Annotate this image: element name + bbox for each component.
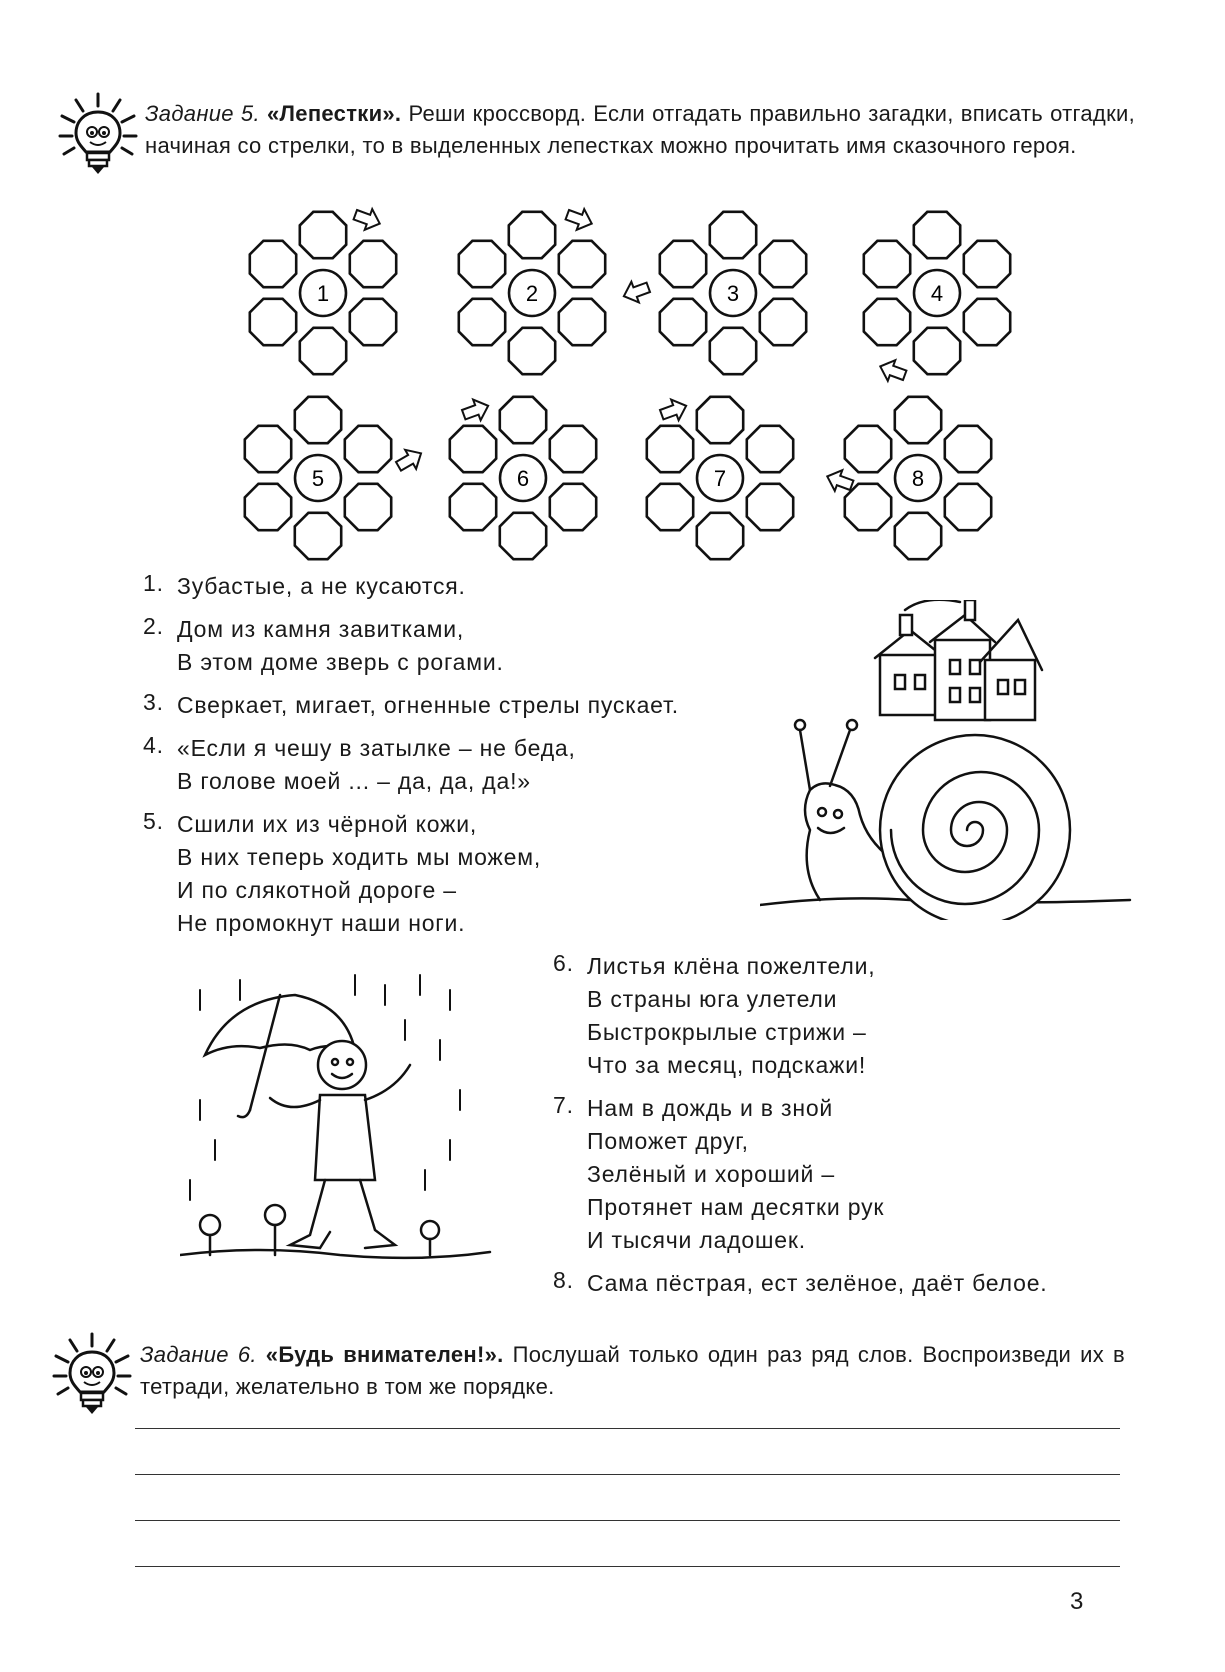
flower-6: [450, 397, 596, 559]
task-6-instructions: [140, 1339, 1125, 1403]
petal[interactable]: [459, 299, 505, 345]
flower-number: 6: [516, 466, 530, 491]
petal[interactable]: [350, 299, 396, 345]
flower-1: [250, 212, 396, 374]
petal[interactable]: [660, 299, 706, 345]
riddle-line: Нам в дождь и в зной: [587, 1095, 834, 1121]
petal[interactable]: [647, 484, 693, 530]
task-5-title: «Лепестки».: [267, 101, 402, 126]
petal[interactable]: [245, 426, 291, 472]
start-arrow-icon: [460, 395, 492, 425]
riddle-number: 7.: [553, 1092, 574, 1118]
flower-number: 3: [726, 281, 740, 306]
petal[interactable]: [945, 426, 991, 472]
task-6-label: Задание 6.: [140, 1342, 257, 1367]
riddle-line: Зубастые, а не кусаются.: [177, 573, 466, 599]
flower-2: [459, 212, 605, 374]
petal[interactable]: [550, 426, 596, 472]
flower-7: [647, 397, 793, 559]
riddle-4: [143, 732, 679, 798]
riddle-number: 4.: [143, 732, 164, 758]
flower-number: 4: [930, 281, 944, 306]
riddle-2: [143, 613, 679, 679]
flower-number: 2: [525, 281, 539, 306]
riddle-line: Сшили их из чёрной кожи,: [177, 811, 478, 837]
riddles-list-left: [143, 570, 679, 950]
riddle-line: Сама пёстрая, ест зелёное, даёт белое.: [587, 1270, 1048, 1296]
writing-line[interactable]: [135, 1474, 1120, 1475]
start-arrow-icon: [352, 204, 384, 234]
riddle-6: [553, 950, 1047, 1082]
petal[interactable]: [245, 484, 291, 530]
start-arrow-icon: [564, 204, 596, 234]
riddle-line: «Если я чешу в затылке – не беда,: [177, 735, 576, 761]
riddle-1: [143, 570, 679, 603]
petal[interactable]: [300, 328, 346, 374]
petal[interactable]: [895, 513, 941, 559]
petal[interactable]: [747, 426, 793, 472]
writing-line[interactable]: [135, 1428, 1120, 1429]
petal-crossword: [0, 0, 1225, 570]
start-arrow-icon: [393, 444, 427, 476]
petal[interactable]: [559, 299, 605, 345]
riddle-line: Листья клёна пожелтели,: [587, 953, 876, 979]
riddle-line: Протянет нам десятки рук: [587, 1194, 885, 1220]
riddle-7: [553, 1092, 1047, 1257]
flower-3: [660, 212, 806, 374]
riddle-line: И по слякотной дороге –: [177, 877, 457, 903]
riddle-line: В них теперь ходить мы можем,: [177, 844, 542, 870]
petal[interactable]: [550, 484, 596, 530]
petal[interactable]: [914, 328, 960, 374]
riddle-line: В голове моей ... – да, да, да!»: [177, 768, 531, 794]
petal[interactable]: [295, 513, 341, 559]
flower-number: 1: [316, 281, 330, 306]
riddle-line: В страны юга улетели: [587, 986, 838, 1012]
riddle-number: 3.: [143, 689, 164, 715]
riddle-line: И тысячи ладошек.: [587, 1227, 806, 1253]
riddle-5: [143, 808, 679, 940]
start-arrow-icon: [877, 356, 909, 386]
riddle-line: Поможет друг,: [587, 1128, 749, 1154]
riddle-number: 2.: [143, 613, 164, 639]
riddle-number: 5.: [143, 808, 164, 834]
petal[interactable]: [250, 299, 296, 345]
task-6-text: Послушай только один раз ряд слов. Воспроизведи их в тетради, желательно в том же порядке.: [140, 1342, 1126, 1399]
riddle-number: 6.: [553, 950, 574, 976]
petal[interactable]: [345, 484, 391, 530]
flower-4: [864, 212, 1010, 374]
start-arrow-icon: [658, 395, 690, 425]
petal[interactable]: [964, 299, 1010, 345]
riddle-number: 8.: [553, 1267, 574, 1293]
boy-umbrella-illustration: [180, 970, 500, 1270]
lightbulb-icon: [52, 1332, 132, 1418]
riddle-number: 1.: [143, 570, 164, 596]
petal[interactable]: [697, 513, 743, 559]
riddles-list-right: [553, 950, 1047, 1310]
petal[interactable]: [845, 426, 891, 472]
petal[interactable]: [350, 241, 396, 287]
riddle-line: Что за месяц, подскажи!: [587, 1052, 867, 1078]
petal[interactable]: [450, 484, 496, 530]
riddle-3: [143, 689, 679, 722]
petal[interactable]: [964, 241, 1010, 287]
flower-number: 5: [311, 466, 325, 491]
riddle-line: Сверкает, мигает, огненные стрелы пускает.: [177, 692, 679, 718]
petal[interactable]: [864, 299, 910, 345]
writing-line[interactable]: [135, 1520, 1120, 1521]
petal[interactable]: [845, 484, 891, 530]
task-6-title: «Будь внимателен!».: [265, 1342, 504, 1367]
petal[interactable]: [345, 426, 391, 472]
riddle-line: В этом доме зверь с рогами.: [177, 649, 504, 675]
riddle-line: Быстрокрылые стрижи –: [587, 1019, 867, 1045]
petal[interactable]: [500, 513, 546, 559]
petal[interactable]: [945, 484, 991, 530]
flower-8: [845, 397, 991, 559]
petal[interactable]: [864, 241, 910, 287]
petal[interactable]: [450, 426, 496, 472]
petal[interactable]: [559, 241, 605, 287]
flower-number: 8: [911, 466, 925, 491]
task-5-label: Задание 5.: [145, 101, 260, 126]
start-arrow-icon: [620, 277, 652, 307]
writing-line[interactable]: [135, 1566, 1120, 1567]
petal[interactable]: [710, 328, 756, 374]
petal[interactable]: [647, 426, 693, 472]
snail-illustration: [760, 600, 1140, 920]
petal[interactable]: [760, 241, 806, 287]
riddle-line: Дом из камня завитками,: [177, 616, 465, 642]
petal[interactable]: [760, 299, 806, 345]
petal[interactable]: [509, 328, 555, 374]
petal[interactable]: [250, 241, 296, 287]
flower-5: [245, 397, 391, 559]
petal[interactable]: [660, 241, 706, 287]
petal[interactable]: [747, 484, 793, 530]
petal[interactable]: [459, 241, 505, 287]
page-number: 3: [1070, 1588, 1084, 1615]
flower-number: 7: [713, 466, 727, 491]
task-5-text: Реши кроссворд. Если отгадать правильно загадки, вписать отгадки, начиная со стрелки, то в выделенных лепестках можно прочитать имя сказочного героя.: [145, 101, 1135, 158]
riddle-8: [553, 1267, 1047, 1300]
riddle-line: Не промокнут наши ноги.: [177, 910, 466, 936]
riddle-line: Зелёный и хороший –: [587, 1161, 835, 1187]
